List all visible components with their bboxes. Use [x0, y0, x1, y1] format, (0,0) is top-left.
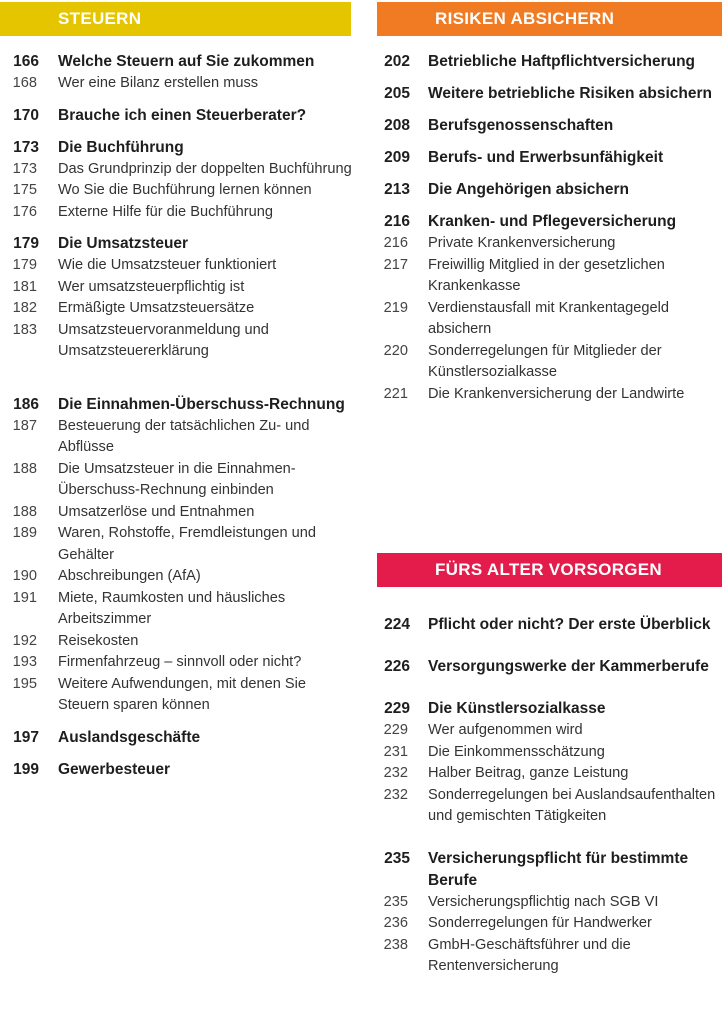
toc-subentry[interactable]: [0, 320, 356, 363]
toc-subentry[interactable]: [0, 674, 356, 717]
page-number: 179: [13, 235, 39, 252]
page-number: 202: [384, 53, 410, 70]
toc-subentry[interactable]: [0, 523, 356, 566]
page-number: 181: [12, 278, 37, 295]
entry-title: Verdienstausfall mit Krankentagegeld absichern: [428, 299, 669, 337]
toc-subentry[interactable]: [370, 913, 722, 935]
section-title: STEUERN: [58, 9, 142, 28]
page-number: 229: [383, 722, 408, 738]
page-number: 190: [12, 568, 37, 584]
toc-subentry[interactable]: [370, 935, 722, 978]
page-number: 220: [383, 342, 408, 359]
section-tab: [377, 2, 415, 36]
page-number: 166: [13, 53, 39, 70]
entry-title: Umsatzerlöse und Entnahmen: [58, 503, 255, 520]
page-number: 208: [384, 117, 410, 134]
entry-title: Die Krankenversicherung der Landwirte: [428, 385, 685, 402]
page-number: 224: [384, 616, 410, 633]
toc-subentry[interactable]: [370, 763, 722, 785]
page-number: 221: [383, 385, 408, 402]
page-number: 209: [384, 149, 410, 166]
toc-subentry[interactable]: [0, 255, 356, 277]
entry-title: Das Grundprinzip der doppelten Buchführung: [58, 160, 352, 177]
section-header-risiken-absichern: [377, 2, 722, 36]
toc-list-alter: [370, 614, 722, 978]
toc-chapter-entry[interactable]: [370, 83, 722, 105]
toc-subentry[interactable]: [0, 277, 356, 299]
entry-title: Berufs- und Erwerbsunfähigkeit: [428, 149, 664, 166]
page-number: 235: [383, 893, 408, 910]
entry-title: Wo Sie die Buchführung lernen können: [58, 182, 312, 198]
entry-title: Private Krankenversicherung: [428, 235, 616, 251]
toc-subentry[interactable]: [0, 459, 356, 502]
page-number: 175: [12, 182, 37, 198]
entry-title: Weitere betriebliche Risiken absichern: [428, 85, 712, 102]
toc-chapter-entry[interactable]: [370, 656, 722, 678]
page-number: 235: [384, 849, 410, 867]
entry-title: Wie die Umsatzsteuer funktioniert: [58, 257, 277, 273]
section-header-steuern: [0, 2, 351, 36]
page-number: 195: [12, 675, 37, 692]
entry-title: Gewerbesteuer: [58, 760, 170, 778]
section-title: FÜRS ALTER VORSORGEN: [435, 560, 663, 579]
page-number: 192: [12, 632, 37, 649]
entry-title: Ermäßigte Umsatzsteuersätze: [58, 300, 255, 316]
toc-subentry[interactable]: [0, 416, 356, 459]
entry-title: Pflicht oder nicht? Der erste Überblick: [428, 616, 711, 633]
entry-title: GmbH-Geschäftsführer und die Rentenversicherung: [428, 936, 631, 974]
toc-chapter-entry[interactable]: [0, 759, 356, 781]
section-title: RISIKEN ABSICHERN: [435, 9, 615, 28]
entry-title: Weitere Aufwendungen, mit denen Sie Steuern sparen können: [58, 675, 306, 713]
toc-subentry[interactable]: [370, 720, 722, 742]
entry-title: Besteuerung der tatsächlichen Zu- und Abflüsse: [58, 417, 310, 455]
entry-title: Wer eine Bilanz erstellen muss: [58, 75, 259, 91]
entry-title: Reisekosten: [58, 632, 139, 649]
entry-title: Waren, Rohstoffe, Fremdleistungen und Gehälter: [58, 525, 316, 563]
page-number: 173: [13, 138, 39, 156]
page-number: 213: [384, 181, 410, 198]
page-number: 219: [383, 299, 408, 316]
page-number: 199: [13, 760, 39, 778]
section-header-alter-vorsorgen: [377, 553, 722, 587]
page-number: 216: [383, 235, 408, 251]
entry-title: Die Buchführung: [58, 138, 184, 156]
toc-subentry[interactable]: [370, 742, 722, 764]
toc-subentry[interactable]: [0, 202, 356, 224]
page-number: 238: [383, 936, 408, 953]
page-number: 232: [383, 765, 408, 781]
toc-subentry[interactable]: [370, 384, 722, 406]
page-number: 187: [12, 417, 37, 434]
page-number: 205: [384, 85, 410, 102]
page-number: 217: [383, 256, 408, 273]
page-number: 170: [13, 106, 39, 124]
page-number: 189: [12, 525, 37, 541]
toc-chapter-entry[interactable]: [370, 848, 722, 892]
page-number: 226: [384, 658, 410, 675]
toc-chapter-entry[interactable]: [0, 394, 356, 416]
entry-title: Die Umsatzsteuer in die Einnahmen-Überschuss-Rechnung einbinden: [58, 460, 296, 498]
entry-title: Die Umsatzsteuer: [58, 235, 189, 252]
page-number: 183: [12, 321, 37, 338]
toc-subentry[interactable]: [370, 341, 722, 384]
entry-title: Sonderregelungen für Mitglieder der Künstlersozialkasse: [428, 342, 662, 380]
page-number: 176: [12, 203, 37, 220]
toc-subentry[interactable]: [370, 255, 722, 298]
entry-title: Firmenfahrzeug – sinnvoll oder nicht?: [58, 654, 302, 670]
page-number: 193: [12, 654, 37, 670]
toc-list-risiken: [370, 51, 722, 405]
entry-title: Berufsgenossenschaften: [428, 117, 614, 134]
section-tab: [377, 553, 415, 587]
toc-chapter-entry[interactable]: [0, 137, 356, 159]
toc-chapter-entry[interactable]: [370, 179, 722, 201]
page-number: 191: [12, 589, 37, 606]
toc-subentry[interactable]: [0, 652, 356, 674]
toc-chapter-entry[interactable]: [0, 51, 356, 73]
page-number: 182: [12, 300, 37, 316]
entry-title: Freiwillig Mitglied in der gesetzlichen Krankenkasse: [428, 256, 665, 294]
entry-title: Versorgungswerke der Kammerberufe: [428, 658, 709, 675]
entry-title: Kranken- und Pflegeversicherung: [428, 213, 677, 230]
toc-chapter-entry[interactable]: [370, 211, 722, 233]
entry-title: Versicherungspflichtig nach SGB VI: [428, 893, 659, 910]
entry-title: Die Einkommensschätzung: [428, 743, 605, 760]
entry-title: Auslandsgeschäfte: [58, 728, 201, 746]
toc-subentry[interactable]: [370, 785, 722, 828]
toc-subentry[interactable]: [0, 631, 356, 653]
page-number: 168: [12, 75, 37, 91]
page-number: 232: [383, 786, 408, 803]
page-number: 197: [13, 728, 39, 746]
page-number: 188: [12, 460, 37, 477]
page-number: 216: [384, 213, 410, 230]
entry-title: Sonderregelungen für Handwerker: [428, 915, 652, 931]
toc-chapter-entry[interactable]: [0, 233, 356, 255]
entry-title: Die Angehörigen absichern: [428, 181, 629, 198]
entry-title: Betriebliche Haftpflichtversicherung: [428, 53, 696, 70]
page-number: 186: [13, 395, 39, 413]
page-number: 236: [383, 915, 408, 931]
page-number: 179: [12, 257, 37, 273]
toc-subentry[interactable]: [0, 502, 356, 524]
entry-title: Brauche ich einen Steuerberater?: [58, 106, 307, 124]
toc-subentry[interactable]: [0, 588, 356, 631]
toc-subentry[interactable]: [370, 233, 722, 255]
entry-title: Sonderregelungen bei Auslandsaufenthalten und gemischten Tätigkeiten: [428, 786, 716, 824]
entry-title: Abschreibungen (AfA): [58, 568, 201, 584]
page-number: 229: [384, 700, 410, 717]
entry-title: Welche Steuern auf Sie zukommen: [58, 53, 315, 70]
toc-subentry[interactable]: [0, 180, 356, 202]
entry-title: Versicherungspflicht für bestimmte Berufe: [428, 849, 689, 889]
page-number: 173: [12, 160, 37, 177]
toc-subentry[interactable]: [0, 298, 356, 320]
toc-chapter-entry[interactable]: [0, 727, 356, 749]
page-number: 188: [12, 503, 37, 520]
entry-title: Miete, Raumkosten und häusliches Arbeitszimmer: [58, 589, 286, 627]
entry-title: Wer umsatzsteuerpflichtig ist: [58, 278, 245, 295]
entry-title: Die Künstlersozialkasse: [428, 700, 606, 717]
toc-subentry[interactable]: [370, 298, 722, 341]
toc-chapter-entry[interactable]: [370, 115, 722, 137]
toc-chapter-entry[interactable]: [370, 698, 722, 720]
entry-title: Die Einnahmen-Überschuss-Rechnung: [58, 395, 345, 413]
toc-subentry[interactable]: [0, 159, 356, 181]
toc-chapter-entry[interactable]: [370, 147, 722, 169]
toc-chapter-entry[interactable]: [0, 105, 356, 127]
toc-subentry[interactable]: [370, 892, 722, 914]
toc-list-steuern: [0, 51, 356, 781]
entry-title: Umsatzsteuervoranmeldung und Umsatzsteuererklärung: [58, 321, 269, 359]
toc-subentry[interactable]: [0, 566, 356, 588]
toc-subentry[interactable]: [0, 73, 356, 95]
page-number: 231: [383, 743, 408, 760]
toc-chapter-entry[interactable]: [370, 614, 722, 636]
section-tab: [0, 2, 38, 36]
entry-title: Externe Hilfe für die Buchführung: [58, 203, 273, 220]
toc-chapter-entry[interactable]: [370, 51, 722, 73]
entry-title: Halber Beitrag, ganze Leistung: [428, 765, 629, 781]
entry-title: Wer aufgenommen wird: [428, 722, 583, 738]
